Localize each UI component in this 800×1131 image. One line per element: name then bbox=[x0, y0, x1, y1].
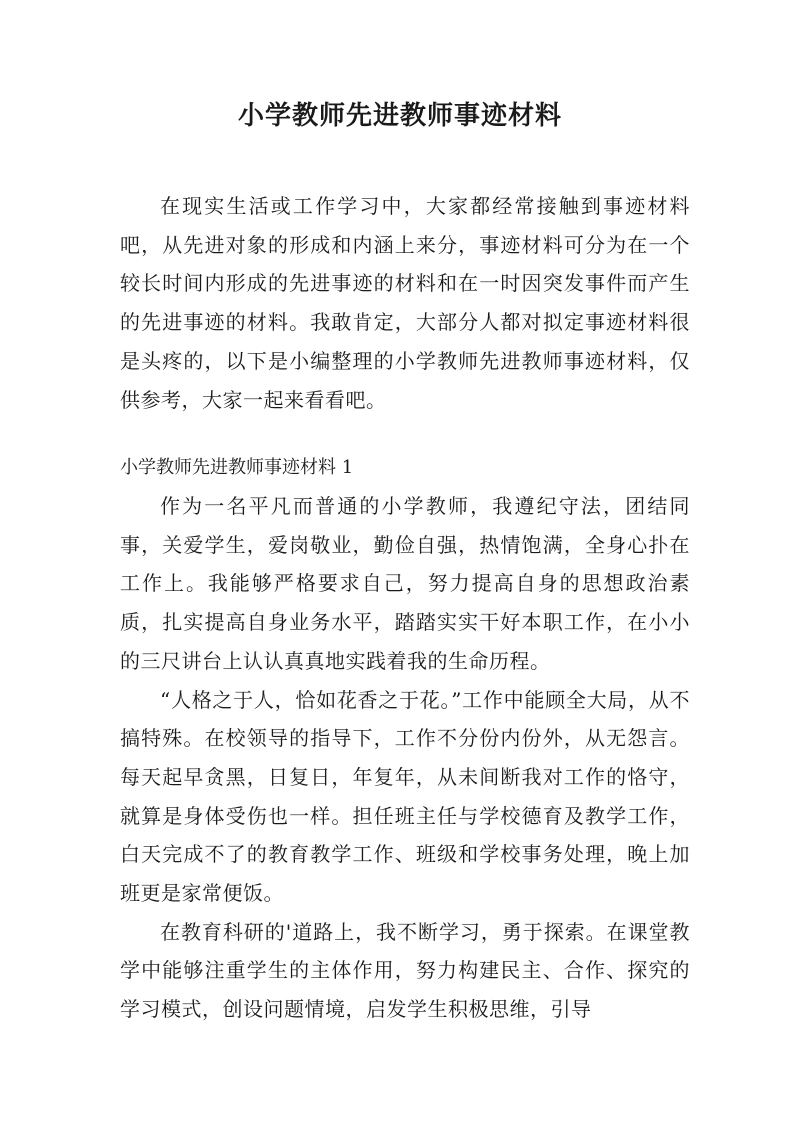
body-paragraph-1: 作为一名平凡而普通的小学教师，我遵纪守法，团结同事，关爱学生，爱岗敬业，勤俭自强，热情饱满，全身心扑在工作上。我能够严格要求自己，努力提高自身的思想政治素质，扎实提高自身业务水平，踏踏实实干好本职工作，在小小的三尺讲台上认认真真地实践着我的生命历程。 bbox=[120, 494, 690, 673]
section-heading: 小学教师先进教师事迹材料 1 bbox=[120, 457, 354, 478]
body-paragraph-3: 在教育科研的'道路上，我不断学习，勇于探索。在课堂教学中能够注重学生的主体作用，努力构建民主、合作、探究的学习模式，创设问题情境，启发学生积极思维，引导 bbox=[120, 919, 690, 1022]
document-title: 小学教师先进教师事迹材料 bbox=[237, 101, 562, 131]
section-body bbox=[120, 487, 690, 1029]
intro-paragraph: 在现实生活或工作学习中，大家都经常接触到事迹材料吧，从先进对象的形成和内涵上来分，事迹材料可分为在一个较长时间内形成的先进事迹的材料和在一时因突发事件而产生的先进事迹的材料。我敢肯定，大部分人都对拟定事迹材料很是头疼的，以下是小编整理的小学教师先进教师事迹材料，仅供参考，大家一起来看看吧。 bbox=[120, 194, 690, 412]
body-paragraph-2: “人格之于人，恰如花香之于花。”工作中能顾全大局，从不搞特殊。在校领导的指导下，工作不分份内份外，从无怨言。每天起早贪黑，日复日，年复年，从未间断我对工作的恪守，就算是身体受伤也一样。担任班主任与学校德育及教学工作，白天完成不了的教育教学工作、班级和学校事务处理，晚上加班更是家常便饭。 bbox=[120, 687, 690, 906]
